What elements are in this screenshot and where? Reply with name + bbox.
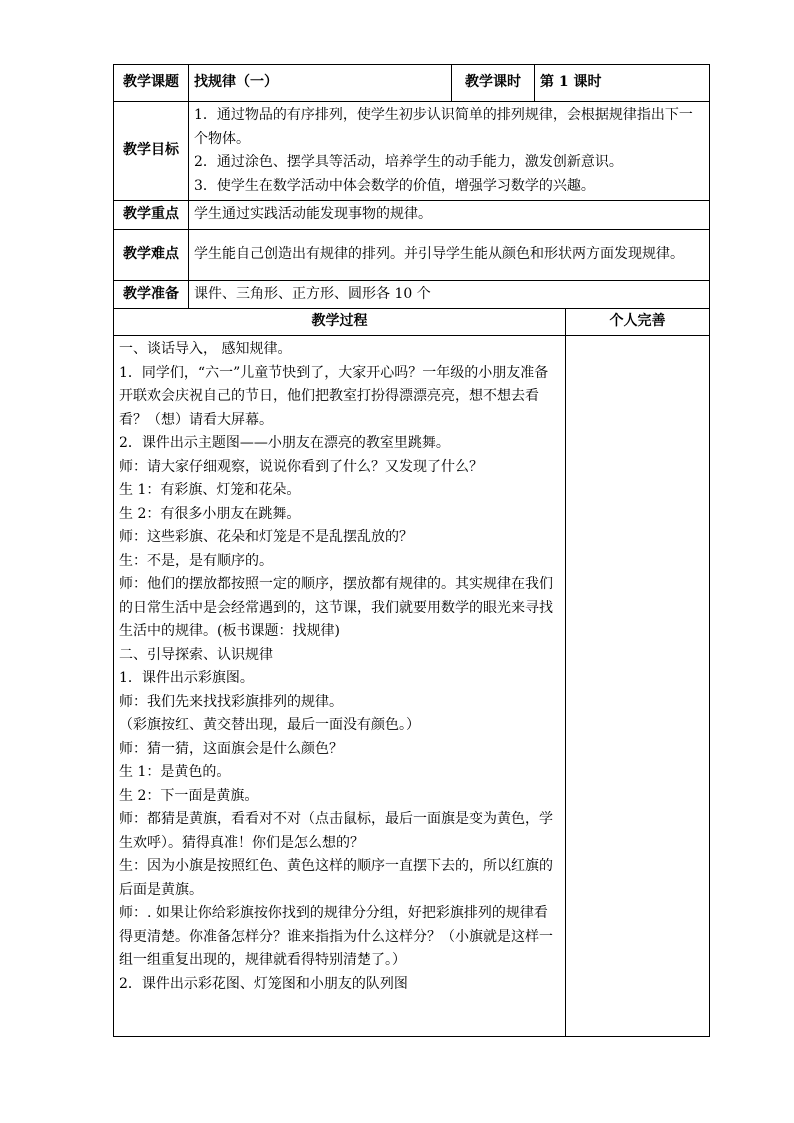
- process-header: 教学过程: [114, 309, 566, 336]
- process-line: 生：不是，是有顺序的。: [119, 552, 273, 569]
- process-line: 生 1：有彩旗、灯笼和花朵。: [119, 482, 301, 498]
- topic-row: [114, 65, 710, 102]
- process-line: 生 1：是黄色的。: [119, 764, 231, 780]
- goals-label: 教学目标: [114, 102, 189, 201]
- process-line: 生 2：下一面是黄旗。: [119, 787, 259, 804]
- goal-item-3: 3．使学生在数学活动中体会数学的价值，增强学习数学的兴趣。: [194, 177, 595, 194]
- goal-item-1: 1．通过物品的有序排列，使学生初步认识简单的排列规律，会根据规律指出下一个物体。: [194, 107, 693, 147]
- process-line: 师：请大家仔细观察，说说你看到了什么？又发现了什么？: [119, 458, 483, 475]
- key-points-row: [114, 201, 710, 230]
- process-line: （彩旗按红、黄交替出现，最后一面没有颜色。）: [119, 717, 420, 733]
- preparation-row: [114, 281, 710, 309]
- hours-label: 教学课时: [452, 65, 535, 102]
- personal-notes-content: [566, 336, 710, 1037]
- process-line: 生 2：有很多小朋友在跳舞。: [119, 505, 301, 522]
- preparation-value: 课件、三角形、正方形、圆形各 10 个: [189, 281, 710, 309]
- lesson-plan-table: [113, 64, 710, 1037]
- process-line: 师：他们的摆放都按照一定的顺序，摆放都有规律的。其实规律在我们的日常生活中是会经常遇到的，这节课，我们就要用数学的眼光来寻找生活中的规律。(板书课题：找规律): [119, 576, 553, 639]
- difficulties-label: 教学难点: [114, 230, 189, 281]
- process-header-row: [114, 309, 710, 336]
- process-content: [114, 336, 566, 1037]
- process-line: 生：因为小旗是按照红色、黄色这样的顺序一直摆下去的，所以红旗的后面是黄旗。: [119, 858, 553, 898]
- process-line: 2．课件出示彩花图、灯笼图和小朋友的队列图: [119, 975, 408, 992]
- hours-value: 第 1 课时: [535, 65, 710, 102]
- process-line: 1．同学们，“六一”儿童节快到了，大家开心吗？一年级的小朋友准备开联欢会庆祝自己的节日，他们把教室打扮得漂漂亮亮，想不想去看看？（想）请看大屏幕。: [119, 364, 549, 428]
- process-line: 师：都猜是黄旗，看看对不对（点击鼠标，最后一面旗是变为黄色，学生欢呼）。猜得真准！你们是怎么想的？: [119, 811, 553, 851]
- process-row: [114, 336, 710, 1037]
- process-line: 一、谈话导入， 感知规律。: [119, 341, 292, 357]
- topic-value: 找规律（一）: [189, 65, 452, 102]
- difficulties-value: 学生能自己创造出有规律的排列。并引导学生能从颜色和形状两方面发现规律。: [189, 230, 710, 281]
- personal-notes-header: 个人完善: [566, 309, 710, 336]
- key-points-value: 学生通过实践活动能发现事物的规律。: [189, 201, 710, 230]
- goal-item-2: 2．通过涂色、摆学具等活动，培养学生的动手能力，激发创新意识。: [194, 154, 623, 170]
- process-line: 师：这些彩旗、花朵和灯笼是不是乱摆乱放的？: [119, 529, 413, 545]
- goals-content: [189, 102, 710, 201]
- process-line: 师：. 如果让你给彩旗按你找到的规律分分组，好把彩旗排列的规律看得更清楚。你准备怎样分？谁来指指为什么这样分？（小旗就是这样一组一组重复出现的，规律就看得特别清楚了。）: [119, 905, 553, 968]
- process-line: 2．课件出示主题图——小朋友在漂亮的教室里跳舞。: [119, 435, 450, 451]
- process-line: 师：猜一猜，这面旗会是什么颜色？: [119, 740, 343, 757]
- difficulties-row: [114, 230, 710, 281]
- preparation-label: 教学准备: [114, 281, 189, 309]
- process-line: 1．课件出示彩旗图。: [119, 670, 254, 686]
- process-line: 师：我们先来找找彩旗排列的规律。: [119, 693, 343, 710]
- goals-row: [114, 102, 710, 201]
- topic-label: 教学课题: [114, 65, 189, 102]
- process-line: 二、引导探索、认识规律: [119, 646, 273, 663]
- key-points-label: 教学重点: [114, 201, 189, 230]
- lesson-plan-page: [113, 64, 709, 1037]
